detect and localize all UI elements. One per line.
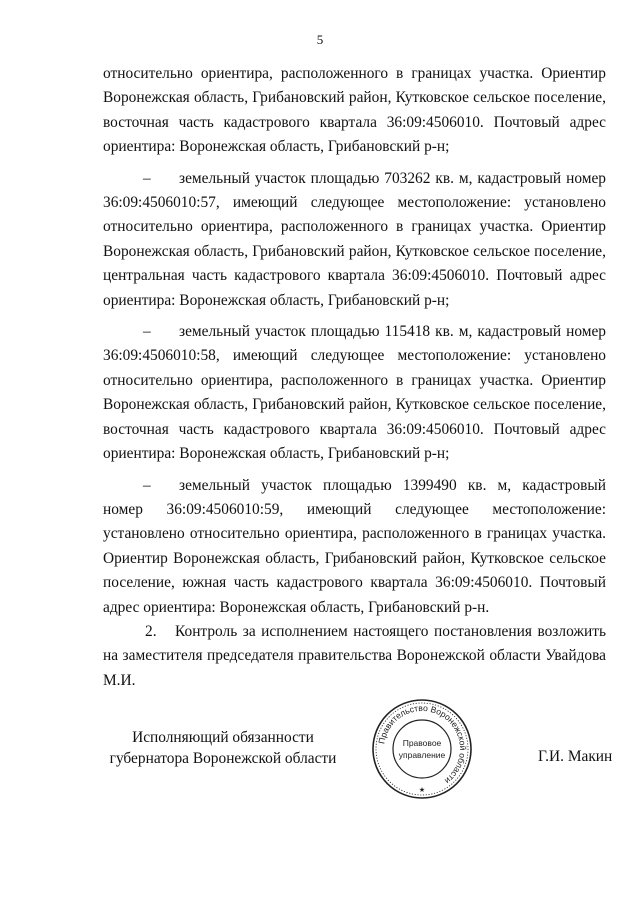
page-number: 5 — [316, 32, 324, 47]
seal-inner-line1: Правовое — [402, 738, 442, 748]
paragraph-number: 2. — [145, 622, 157, 640]
list-dash: – — [143, 476, 151, 494]
list-item — [103, 474, 606, 620]
seal-outer-text: Правительство Воронежской области — [376, 702, 469, 787]
signer-name: Г.И. Макин — [538, 748, 613, 765]
seal-graphic — [371, 698, 473, 800]
signatory-position-line2: губернатора Воронежской области — [109, 750, 337, 767]
list-item-text: земельный участок площадью 703262 кв. м, кадастровый номер 36:09:4506010:57, имеющий следующее местоположение: установлено относительно ориентира, расположенного в границах участка. Ориентир Воронежская область, Грибановский район, Кутковское сельское поселение, центральная часть кадастрового квартала 36:09:4506010. Почтовый адрес ориентира: Воронежская область, Грибановский р-н; — [103, 169, 606, 309]
seal-star-icon: ★ — [418, 786, 426, 794]
paragraph-continuation: относительно ориентира, расположенного в границах участка. Ориентир Воронежская область, Грибановский район, Кутковское сельское поселение, восточная часть кадастрового квартала 36:09:4506010. Почтовый адрес ориентира: Воронежская область, Грибановский р-н; — [103, 65, 606, 156]
list-item — [103, 320, 606, 466]
list-dash: – — [143, 169, 151, 187]
signatory-position-line1: Исполняющий обязанности — [132, 729, 314, 746]
numbered-paragraph — [103, 620, 606, 693]
list-item — [103, 167, 606, 313]
list-dash: – — [143, 323, 151, 341]
list-item-text: земельный участок площадью 115418 кв. м, кадастровый номер 36:09:4506010:58, имеющий следующее местоположение: установлено относительно ориентира, расположенного в границах участка. Ориентир Воронежская область, Грибановский район, Кутковское сельское поселение, восточная часть кадастрового квартала 36:09:4506010. Почтовый адрес ориентира: Воронежская область, Грибановский р-н; — [103, 323, 606, 463]
official-seal-stamp — [371, 698, 473, 800]
document-body — [103, 62, 606, 693]
seal-inner-line2: управление — [398, 750, 446, 760]
numbered-paragraph-text: Контроль за исполнением настоящего постановления возложить на заместителя председателя правительства Воронежской области Увайдова М.И. — [103, 622, 606, 689]
list-item-text: земельный участок площадью 1399490 кв. м, кадастровый номер 36:09:4506010:59, имеющий следующее местоположение: установлено относительно ориентира, расположенного в границах участка. Ориентир Воронежская область, Грибановский район, Кутковское сельское поселение, южная часть кадастрового квартала 36:09:4506010. Почтовый адрес ориентира: Воронежская область, Грибановский р-н. — [103, 476, 606, 616]
signatory-position — [103, 727, 343, 769]
